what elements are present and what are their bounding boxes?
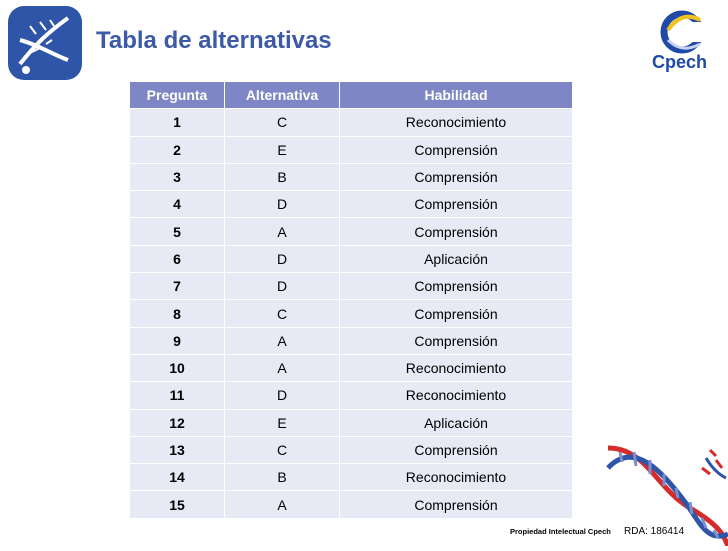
- answer-letter: B: [225, 163, 340, 190]
- question-number: 14: [130, 464, 225, 491]
- skill: Reconocimiento: [340, 464, 573, 491]
- alternatives-table: [130, 82, 573, 519]
- question-number: 2: [130, 136, 225, 163]
- rda-number: RDA: 186414: [624, 526, 685, 537]
- answer-letter: C: [225, 300, 340, 327]
- table-row: [130, 464, 573, 491]
- table-row: [130, 245, 573, 272]
- table-row: [130, 382, 573, 409]
- question-number: 1: [130, 109, 225, 136]
- header-alternativa: Alternativa: [225, 82, 340, 109]
- table-row: [130, 491, 573, 518]
- skill: Comprensión: [340, 327, 573, 354]
- intellectual-property-note: Propiedad Intelectual Cpech: [510, 527, 611, 536]
- answer-letter: D: [225, 382, 340, 409]
- question-number: 8: [130, 300, 225, 327]
- question-number: 6: [130, 245, 225, 272]
- table-row: [130, 300, 573, 327]
- answer-letter: D: [225, 245, 340, 272]
- question-number: 13: [130, 436, 225, 463]
- question-number: 5: [130, 218, 225, 245]
- answer-letter: C: [225, 109, 340, 136]
- answer-letter: C: [225, 436, 340, 463]
- table-row: [130, 327, 573, 354]
- answer-letter: A: [225, 327, 340, 354]
- table-row: [130, 218, 573, 245]
- table-row: [130, 436, 573, 463]
- skill: Reconocimiento: [340, 109, 573, 136]
- skill: Comprensión: [340, 163, 573, 190]
- question-number: 10: [130, 354, 225, 381]
- skill: Reconocimiento: [340, 354, 573, 381]
- question-number: 4: [130, 191, 225, 218]
- skill: Comprensión: [340, 218, 573, 245]
- skill: Comprensión: [340, 191, 573, 218]
- table-row: [130, 191, 573, 218]
- skill: Comprensión: [340, 300, 573, 327]
- table-row: [130, 354, 573, 381]
- answer-letter: D: [225, 273, 340, 300]
- answer-letter: E: [225, 136, 340, 163]
- header-habilidad: Habilidad: [340, 82, 573, 109]
- table-row: [130, 409, 573, 436]
- skill: Comprensión: [340, 491, 573, 518]
- question-number: 12: [130, 409, 225, 436]
- header-pregunta: Pregunta: [130, 82, 225, 109]
- question-number: 9: [130, 327, 225, 354]
- answer-letter: A: [225, 218, 340, 245]
- table-row: [130, 163, 573, 190]
- table-row: [130, 136, 573, 163]
- brand-wordmark: Cpech: [652, 52, 708, 72]
- brand-logo: [640, 8, 722, 80]
- table-row: [130, 109, 573, 136]
- page-title: Tabla de alternativas: [96, 27, 332, 54]
- skill: Aplicación: [340, 245, 573, 272]
- skill: Aplicación: [340, 409, 573, 436]
- skill: Comprensión: [340, 273, 573, 300]
- answer-letter: A: [225, 491, 340, 518]
- answer-letter: E: [225, 409, 340, 436]
- answer-letter: D: [225, 191, 340, 218]
- table-header-row: [130, 82, 573, 109]
- skill: Comprensión: [340, 136, 573, 163]
- answer-letter: B: [225, 464, 340, 491]
- skill: Comprensión: [340, 436, 573, 463]
- dna-helix-logo-icon: [6, 4, 84, 82]
- answer-letter: A: [225, 354, 340, 381]
- question-number: 7: [130, 273, 225, 300]
- skill: Reconocimiento: [340, 382, 573, 409]
- cpech-logo-icon: [640, 8, 722, 54]
- question-number: 15: [130, 491, 225, 518]
- question-number: 11: [130, 382, 225, 409]
- table-row: [130, 273, 573, 300]
- question-number: 3: [130, 163, 225, 190]
